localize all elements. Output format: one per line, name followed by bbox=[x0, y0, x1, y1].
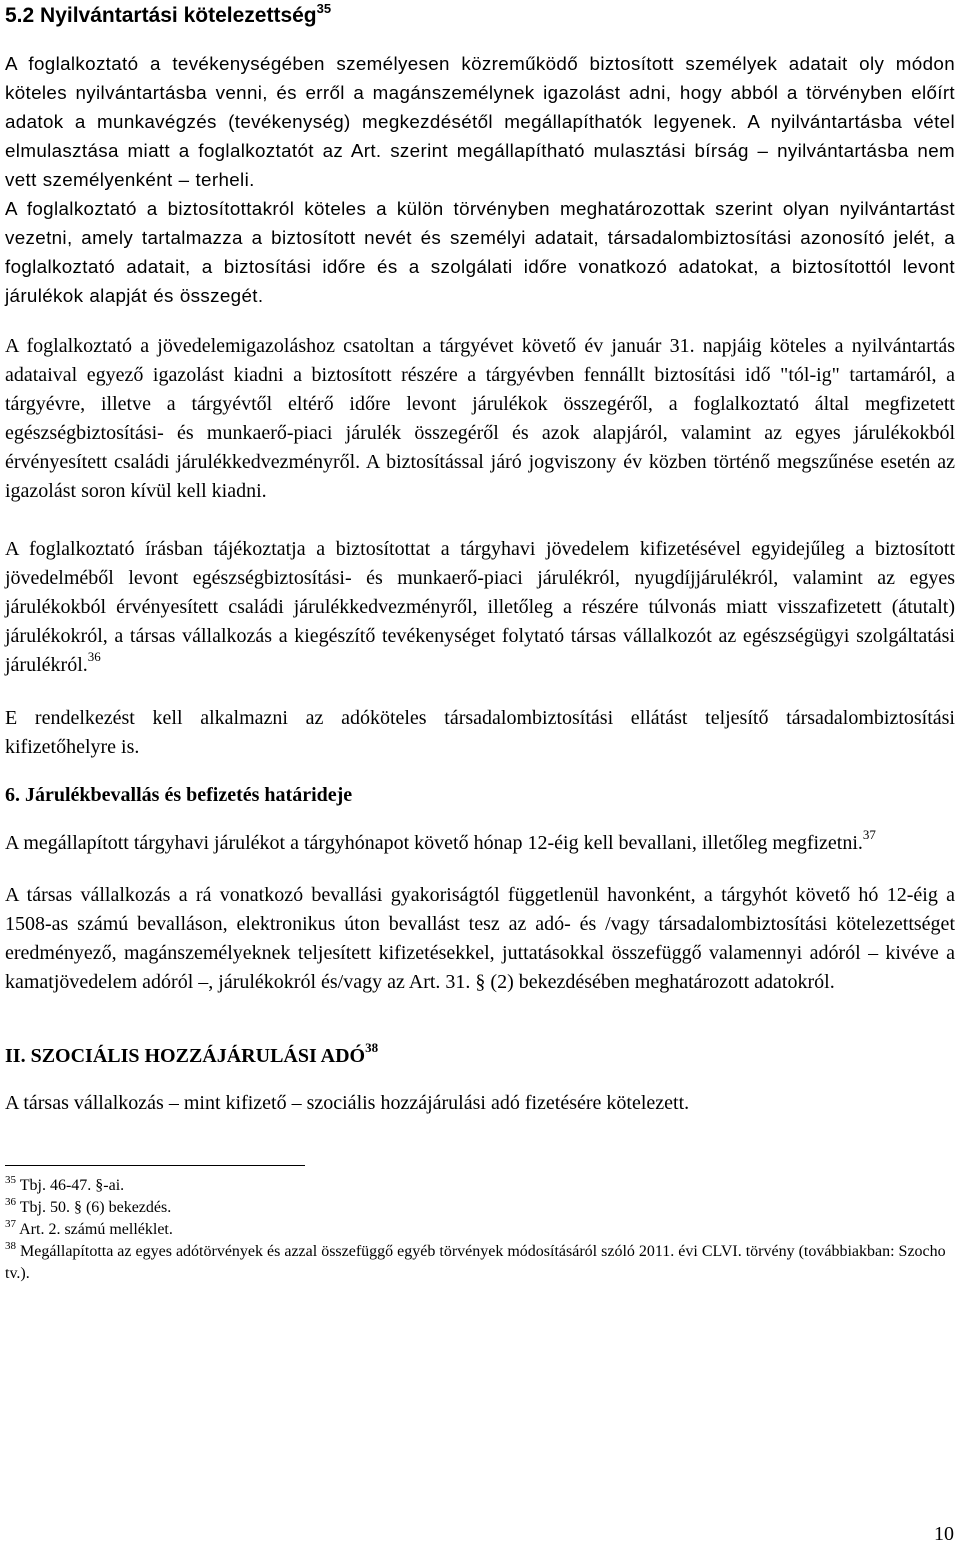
paragraph-insured-register: A foglalkoztató a biztosítottakról köteles a külön törvényben meghatározottak szerint olyan nyilvántartást vezetni, amely tartalmazza a biztosított nevét és személyi adatait, társadalombiztosítási azonosító jelét, a foglalkoztató adatait, a biztosítási időre és a szolgálati időre vonatkozó adatokat, a biztosítottól levont járulékok alapját és összegét. bbox=[5, 198, 955, 306]
footnote-ref-36: 36 bbox=[87, 649, 101, 664]
footnote-36 bbox=[5, 1197, 955, 1219]
footnote-number: 38 bbox=[5, 1240, 16, 1252]
footnote-text: Tbj. 50. § (6) bekezdés. bbox=[19, 1199, 172, 1216]
footnote-ref-37: 37 bbox=[862, 827, 876, 842]
section-heading-II bbox=[5, 1042, 955, 1071]
paragraph-payout-office: E rendelkezést kell alkalmazni az adóköteles társadalombiztosítási ellátást teljesítő társadalombiztosítási kifizetőhelyre is. bbox=[5, 707, 955, 758]
paragraph-1508-declaration: A társas vállalkozás a rá vonatkozó bevallási gyakoriságtól függetlenül havonként, a tárgyhót követő hó 12-éig a 1508-as számú bevalláson, elektronikus úton bevallást tesz az adó- és /vagy társadalombiztosítási kötelezettséget eredményező, magánszemélyeknek teljesített kifizetésekkel, juttatásokkal összefüggő valamennyi adóról – kivéve a kamatjövedelem adóról –, járulékokról és/vagy az Art. 31. § (2) bekezdésében meghatározott adatokról. bbox=[5, 884, 955, 993]
paragraph-income-certificate: A foglalkoztató a jövedelemigazoláshoz csatoltan a tárgyévet követő év január 31. napjáig köteles a nyilvántartás adataival egyező igazolást kiadni a biztosított részére a tárgyévben fennállt biztosítási idő "tól-ig" tartamáról, a tárgyévre, illetve a tárgyévtől eltérő időre levont járulékok összegéről, a foglalkoztató által megfizetett egészségbiztosítási- és munkaerő-piaci járulék összegéről és azok alapjáról, valamint az egyes járulékokból érvényesített családi járulékkedvezményről. A biztosítással járó jogviszony év közben történő megszűnése esetén az igazolást soron kívül kell kiadni. bbox=[5, 335, 955, 502]
section-heading-5-2 bbox=[5, 2, 955, 30]
paragraph-text: A megállapított tárgyhavi járulékot a tárgyhónapot követő hónap 12-éig kell bevallani, illetőleg megfizetni. bbox=[5, 832, 863, 854]
page-number: 10 bbox=[934, 1523, 954, 1545]
paragraph-social-contribution: A társas vállalkozás – mint kifizető – szociális hozzájárulási adó fizetésére kötelezett. bbox=[5, 1092, 690, 1114]
footnote-text: Art. 2. számú melléklet. bbox=[19, 1221, 173, 1238]
footnote-number: 35 bbox=[5, 1174, 16, 1186]
footnote-text: Megállapította az egyes adótörvények és azzal összefüggő egyéb törvények módosításáról szóló 2011. évi CLVI. törvény (továbbiakban: Szocho tv.). bbox=[5, 1243, 946, 1282]
footnote-35 bbox=[5, 1175, 955, 1197]
footnote-number: 36 bbox=[5, 1196, 16, 1208]
document-page bbox=[5, 0, 955, 1285]
footnote-number: 37 bbox=[5, 1218, 16, 1230]
section-title: 5.2 Nyilvántartási kötelezettség bbox=[5, 4, 317, 27]
section-title: II. SZOCIÁLIS HOZZÁJÁRULÁSI ADÓ bbox=[5, 1045, 366, 1067]
footnote-37 bbox=[5, 1219, 955, 1241]
paragraph-written-notice bbox=[5, 535, 955, 680]
paragraph-registration-obligation: A foglalkoztató a tevékenységében személyesen közreműködő biztosított személyek adatait oly módon köteles nyilvántartásba venni, és erről a magánszemélynek igazolást adni, hogy abból a törvényben előírt adatok a munkavégzés (tevékenység) megkezdésétől megállapíthatók legyenek. A nyilvántartásba vétel elmulasztása miatt a foglalkoztatót az Art. szerint megállapítható mulasztási bírság – nyilvántartásba nem vett személyenként – terheli. bbox=[5, 53, 955, 190]
paragraph-monthly-deadline bbox=[5, 829, 955, 858]
section-heading-6: 6. Járulékbevallás és befizetés határideje bbox=[5, 784, 353, 806]
footnote-38 bbox=[5, 1241, 955, 1285]
footnote-ref-38: 38 bbox=[365, 1040, 379, 1055]
footnote-ref-35: 35 bbox=[316, 1, 332, 16]
footnote-text: Tbj. 46-47. §-ai. bbox=[19, 1177, 125, 1194]
paragraph-text: A foglalkoztató írásban tájékoztatja a biztosítottat a tárgyhavi jövedelem kifizetésével egyidejűleg a biztosított jövedelméből levont egészségbiztosítási- és munkaerő-piaci járulékról, nyugdíjjárulékról, valamint az egyes járulékokból érvényesített családi járulékkedvezményről, illetőleg a részére túlvonás miatt visszafizetett (átutalt) járulékokról, a társas vállalkozás a kiegészítő tevékenységet folytató társas vállalkozót az egészségügyi szolgáltatási járulékról. bbox=[5, 538, 955, 676]
footnotes bbox=[5, 1175, 955, 1285]
footnote-divider bbox=[5, 1165, 305, 1166]
